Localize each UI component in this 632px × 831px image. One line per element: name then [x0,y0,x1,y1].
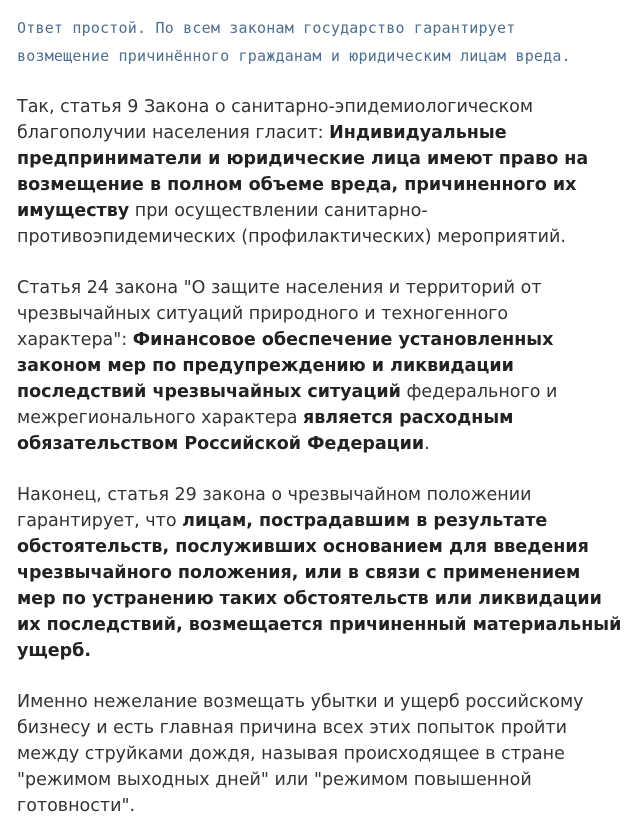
paragraph-article-29 [17,482,622,664]
paragraph-bold-text: Финансовое обеспечение установленных законом мер по предупреждению и ликвидации последствий чрезвычайных ситуаций [17,330,554,402]
paragraph-article-9 [17,94,622,250]
intro-line-2: возмещение причинённого гражданам и юридическим лицам вреда. [17,47,571,65]
paragraph-bold-text: Индивидуальные предприниматели и юридические лица имеют право на возмещение в полном объеме вреда, причиненного их имуществу [17,123,589,221]
paragraph-text: при осуществлении санитарно-противоэпидемических (профилактических) мероприятий. [17,201,566,247]
paragraph-text: Статья 24 закона "О защите населения и территорий от чрезвычайных ситуаций природного и техногенного характера": [17,278,542,350]
paragraph-text: . [424,434,430,454]
intro-line-1: Ответ простой. По всем законам государство гарантирует [17,19,516,37]
paragraph-bold-text: является расходным обязательством Российской Федерации [17,408,514,454]
paragraph-conclusion [17,689,622,819]
intro-monospace-text [17,14,622,70]
paragraph-text: Именно нежелание возмещать убытки и ущерб российскому бизнесу и есть главная причина всех этих попыток пройти между струйками дождя, называя происходящее в стране "режимом выходных дней" или "режимом повышенной готовности". [17,692,584,816]
paragraph-text: Наконец, статья 29 закона о чрезвычайном положении гарантирует, что [17,485,532,531]
paragraph-text: Так, статья 9 Закона о санитарно-эпидемиологическом благополучии населения гласит: [17,97,534,143]
paragraph-text: федерального и межрегионального характера [17,382,558,428]
paragraph-bold-text: лицам, пострадавшим в результате обстоятельств, послуживших основанием для введения чрезвычайного положения, или в связи с применением мер по устранению таких обстоятельств или ликвидации их последствий, возмещается причиненный материальный ущерб. [17,511,622,661]
paragraph-article-24 [17,275,622,457]
